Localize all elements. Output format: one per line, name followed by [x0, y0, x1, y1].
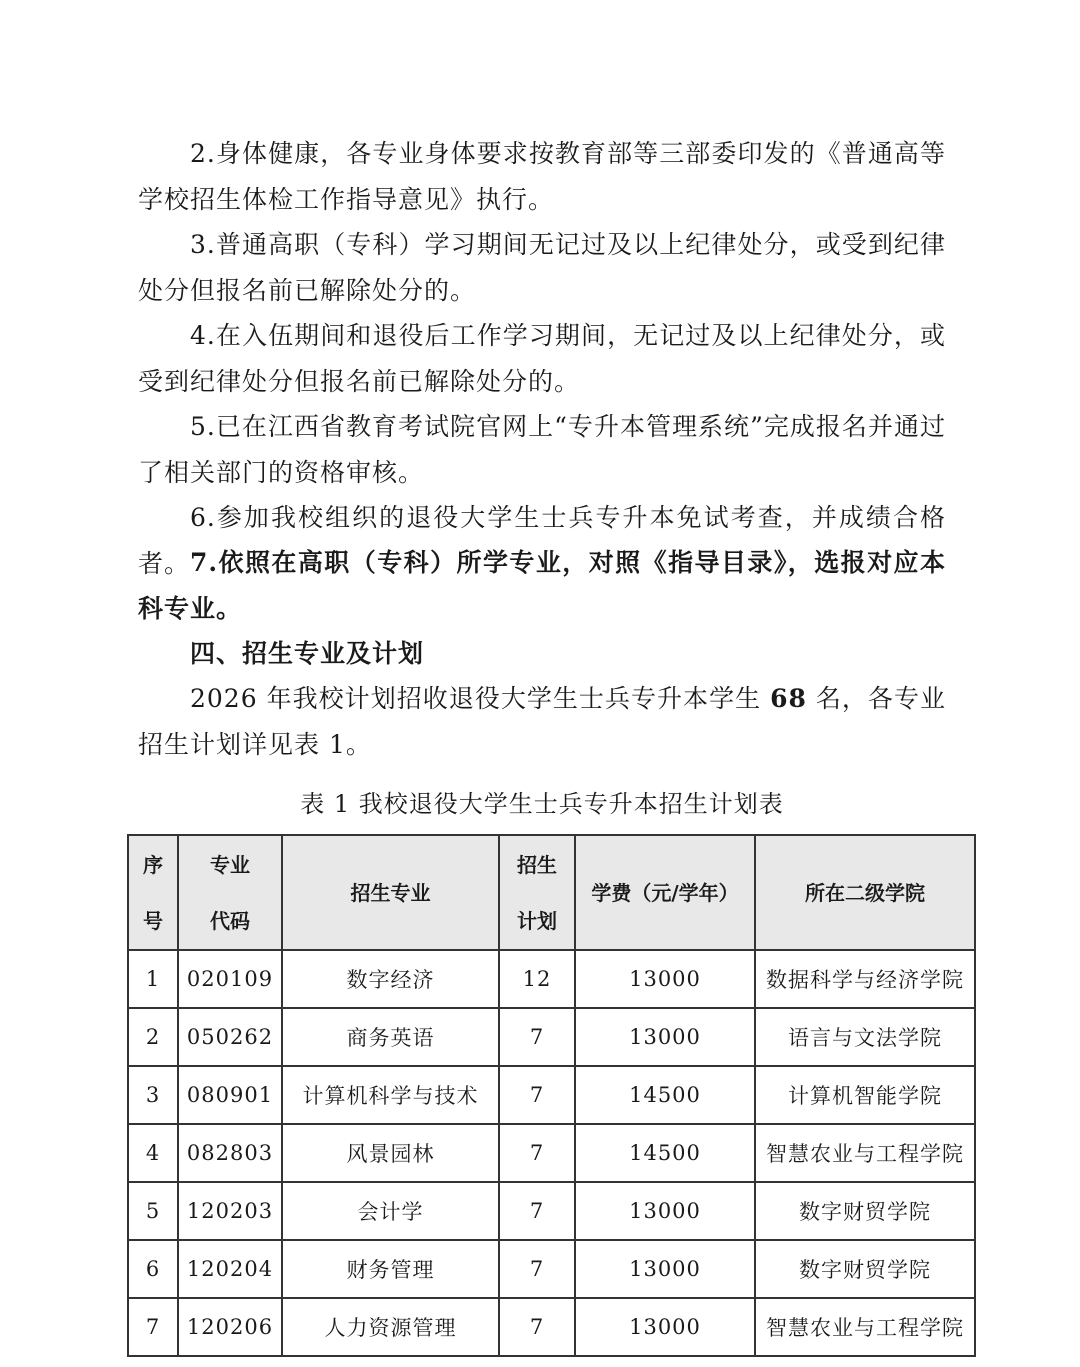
header-code: 专业 代码: [178, 835, 282, 950]
cell-fee: 14500: [575, 1124, 755, 1182]
requirement-5: 5.已在江西省教育考试院官网上“专升本管理系统”完成报名并通过了相关部门的资格审核。: [138, 412, 946, 487]
requirement-2: 2.身体健康，各专业身体要求按教育部等三部委印发的《普通高等学校招生体检工作指导意见》执行。: [138, 139, 946, 214]
cell-index: 6: [128, 1240, 178, 1298]
cell-fee: 14500: [575, 1066, 755, 1124]
cell-college: 数字财贸学院: [755, 1182, 975, 1240]
requirement-6: 6.参加我校组织的退役大学生士兵专升本免试考查，并成绩合格者。: [138, 503, 946, 578]
table-row: [128, 1182, 975, 1240]
cell-major: 风景园林: [282, 1124, 499, 1182]
cell-major: 计算机科学与技术: [282, 1066, 499, 1124]
section-heading: 四、招生专业及计划: [190, 639, 425, 668]
requirement-7: 7.依照在高职（专科）所学专业，对照《指导目录》，选报对应本科专业。: [138, 548, 946, 623]
section-intro: [138, 676, 946, 768]
cell-code: 082803: [178, 1124, 282, 1182]
cell-plan: 7: [499, 1182, 575, 1240]
cell-index: 1: [128, 950, 178, 1008]
cell-fee: 13000: [575, 1008, 755, 1066]
cell-plan: 7: [499, 1298, 575, 1356]
cell-code: 120206: [178, 1298, 282, 1356]
intro-count: 68: [770, 684, 807, 713]
requirement-4: 4.在入伍期间和退役后工作学习期间，无记过及以上纪律处分，或受到纪律处分但报名前已解除处分的。: [138, 321, 946, 396]
table-row: [128, 1240, 975, 1298]
table-header-row: [128, 835, 975, 950]
cell-major: 商务英语: [282, 1008, 499, 1066]
cell-plan: 7: [499, 1008, 575, 1066]
cell-major: 人力资源管理: [282, 1298, 499, 1356]
cell-plan: 7: [499, 1124, 575, 1182]
cell-college: 语言与文法学院: [755, 1008, 975, 1066]
cell-index: 7: [128, 1298, 178, 1356]
table-caption: 表 1 我校退役大学生士兵专升本招生计划表: [300, 790, 784, 818]
header-fee: 学费（元/学年）: [575, 835, 755, 950]
header-major: 招生专业: [282, 835, 499, 950]
cell-plan: 7: [499, 1240, 575, 1298]
cell-college: 智慧农业与工程学院: [755, 1124, 975, 1182]
header-plan: 招生 计划: [499, 835, 575, 950]
intro-after: 名，各专业招生计划详见表 1。: [138, 684, 946, 759]
table-row: [128, 1298, 975, 1356]
cell-plan: 12: [499, 950, 575, 1008]
cell-college: 计算机智能学院: [755, 1066, 975, 1124]
cell-major: 财务管理: [282, 1240, 499, 1298]
cell-code: 120204: [178, 1240, 282, 1298]
header-index: 序 号: [128, 835, 178, 950]
cell-major: 会计学: [282, 1182, 499, 1240]
cell-fee: 13000: [575, 1240, 755, 1298]
cell-code: 080901: [178, 1066, 282, 1124]
cell-index: 2: [128, 1008, 178, 1066]
cell-college: 数据科学与经济学院: [755, 950, 975, 1008]
table-row: [128, 950, 975, 1008]
table-row: [128, 1066, 975, 1124]
cell-plan: 7: [499, 1066, 575, 1124]
cell-fee: 13000: [575, 1182, 755, 1240]
cell-major: 数字经济: [282, 950, 499, 1008]
cell-fee: 13000: [575, 950, 755, 1008]
table-row: [128, 1008, 975, 1066]
cell-index: 5: [128, 1182, 178, 1240]
cell-college: 数字财贸学院: [755, 1240, 975, 1298]
cell-code: 120203: [178, 1182, 282, 1240]
cell-code: 020109: [178, 950, 282, 1008]
intro-before: 2026 年我校计划招收退役大学生士兵专升本学生: [190, 684, 771, 713]
cell-college: 智慧农业与工程学院: [755, 1298, 975, 1356]
cell-index: 4: [128, 1124, 178, 1182]
enrollment-plan-table: [127, 834, 976, 1357]
cell-fee: 13000: [575, 1298, 755, 1356]
header-college: 所在二级学院: [755, 835, 975, 950]
cell-code: 050262: [178, 1008, 282, 1066]
table-row: [128, 1124, 975, 1182]
requirement-3: 3.普通高职（专科）学习期间无记过及以上纪律处分，或受到纪律处分但报名前已解除处分的。: [138, 230, 946, 305]
cell-index: 3: [128, 1066, 178, 1124]
